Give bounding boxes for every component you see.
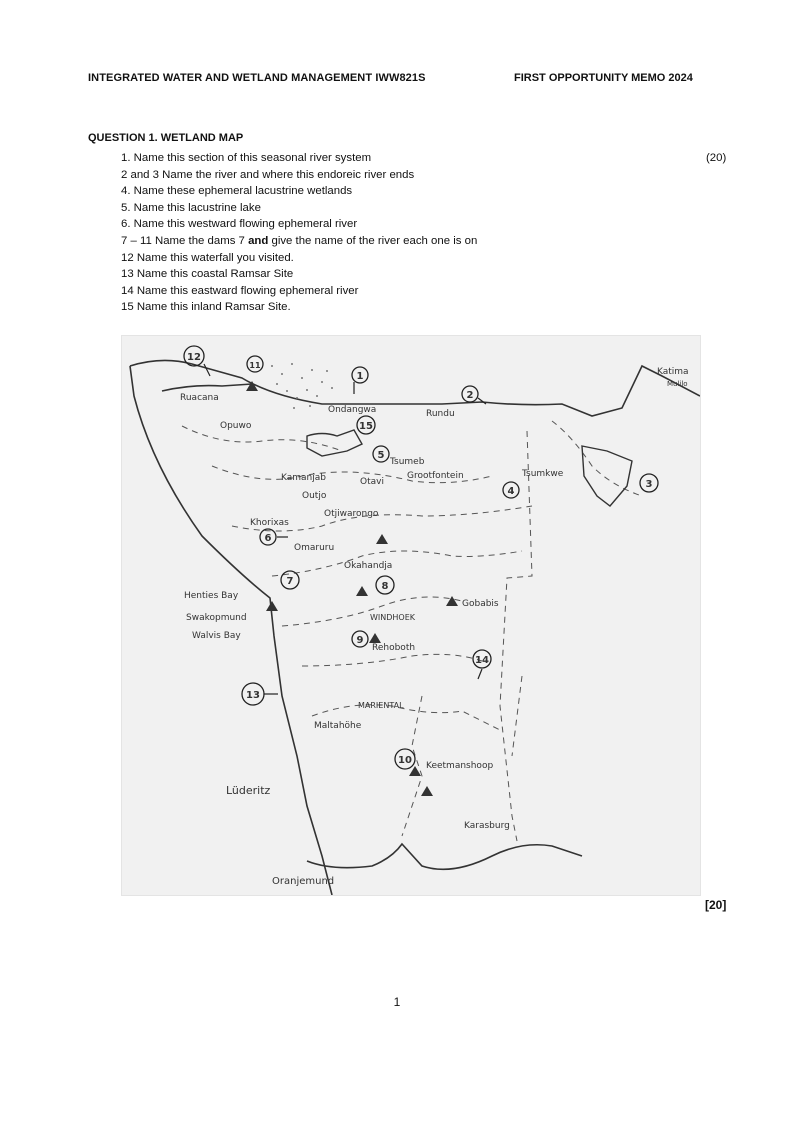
marker-8: 8 bbox=[381, 581, 389, 592]
question-item: 15 Name this inland Ramsar Site. bbox=[121, 301, 291, 314]
marker-6: 6 bbox=[264, 533, 272, 544]
question-item: 2 and 3 Name the river and where this endoreic river ends bbox=[121, 168, 415, 181]
place-label-katima: Katima bbox=[657, 367, 689, 377]
place-label-okahandja: Okahandja bbox=[344, 561, 393, 571]
okavango-delta bbox=[582, 446, 632, 506]
map-boundaries bbox=[130, 360, 700, 895]
place-label-rehoboth: Rehoboth bbox=[372, 643, 416, 653]
question-markers bbox=[184, 346, 658, 769]
question-item: 6. Name this westward flowing ephemeral river bbox=[121, 218, 358, 231]
question-list bbox=[121, 150, 477, 316]
place-label-mulilo: Mulilo bbox=[667, 380, 688, 388]
kunene-river bbox=[162, 384, 252, 391]
dam-triangles bbox=[246, 381, 458, 796]
question-item: 12 Name this waterfall you visited. bbox=[121, 251, 294, 264]
place-label-mariental: MARIENTAL bbox=[358, 701, 404, 710]
place-label-karasburg: Karasburg bbox=[464, 821, 510, 831]
place-label-outjo: Outjo bbox=[302, 491, 327, 501]
question-marks: (20) bbox=[706, 152, 727, 164]
marker-9: 9 bbox=[356, 635, 364, 646]
northern-border bbox=[130, 360, 700, 416]
river-dash bbox=[512, 676, 522, 756]
place-label-swakopmund: Swakopmund bbox=[186, 613, 247, 623]
river-dash bbox=[552, 421, 642, 496]
place-label-oranjemund: Oranjemund bbox=[272, 876, 335, 887]
place-label-rundu: Rundu bbox=[426, 409, 455, 419]
marker-4: 4 bbox=[507, 486, 515, 497]
question-item: 5. Name this lacustrine lake bbox=[121, 201, 261, 214]
question-item-dams-part1: 7 – 11 Name the dams 7 bbox=[121, 234, 249, 247]
place-label-ruacana: Ruacana bbox=[180, 393, 219, 403]
place-label-luderitz: Lüderitz bbox=[226, 784, 271, 797]
marker-15: 15 bbox=[359, 421, 373, 432]
place-label-kamanjab: Kamanjab bbox=[281, 473, 326, 483]
question-item: 13 Name this coastal Ramsar Site bbox=[121, 268, 294, 281]
river-dash bbox=[182, 426, 342, 451]
marker-13: 13 bbox=[246, 690, 260, 701]
place-label-tsumeb: Tsumeb bbox=[390, 457, 425, 467]
question-title: QUESTION 1. WETLAND MAP bbox=[88, 132, 244, 144]
etosha-pan-stipple bbox=[271, 363, 333, 409]
place-label-grootfontein: Grootfontein bbox=[407, 471, 464, 481]
place-label-omaruru: Omaruru bbox=[294, 543, 335, 553]
place-label-otjiwarongo: Otjiwarongo bbox=[324, 509, 379, 519]
question-item: 4. Name these ephemeral lacustrine wetlands bbox=[121, 185, 353, 198]
wetland-map-drawing bbox=[122, 336, 700, 895]
place-label-walvis-bay: Walvis Bay bbox=[192, 631, 241, 641]
wetland-map bbox=[121, 335, 701, 896]
place-labels bbox=[180, 367, 689, 887]
marker-12-arrow bbox=[204, 364, 210, 376]
marker-7: 7 bbox=[286, 576, 294, 587]
question-item-dams bbox=[121, 233, 477, 250]
place-label-khorixas: Khorixas bbox=[250, 518, 289, 528]
marker-12: 12 bbox=[187, 352, 201, 363]
place-label-gobabis: Gobabis bbox=[462, 599, 499, 609]
marker-2: 2 bbox=[466, 390, 474, 401]
place-label-tsumkwe: Tsumkwe bbox=[522, 469, 564, 479]
marker-2-arrow bbox=[478, 398, 486, 404]
place-label-maltahohe: Maltahöhe bbox=[314, 721, 362, 731]
memo-title: FIRST OPPORTUNITY MEMO 2024 bbox=[514, 72, 693, 84]
question-item-dams-part2: give the name of the river each one is on bbox=[268, 234, 478, 247]
question-item: 14 Name this eastward flowing ephemeral river bbox=[121, 284, 359, 297]
marker-14: 14 bbox=[475, 655, 489, 666]
orange-river bbox=[307, 844, 582, 869]
marker-1: 1 bbox=[356, 371, 364, 382]
map-rivers bbox=[182, 421, 642, 841]
river-dash bbox=[302, 654, 482, 666]
marker-3: 3 bbox=[645, 479, 653, 490]
total-marks: [20] bbox=[705, 898, 727, 912]
marker-11: 11 bbox=[249, 361, 261, 370]
question-item-dams-emphasis: and bbox=[248, 234, 269, 247]
page-number: 1 bbox=[393, 995, 401, 1009]
place-label-keetmanshoop: Keetmanshoop bbox=[426, 761, 494, 771]
marker-10: 10 bbox=[398, 755, 412, 766]
place-label-windhoek: WINDHOEK bbox=[370, 613, 416, 622]
river-dash bbox=[272, 551, 522, 576]
question-item: 1. Name this section of this seasonal river system bbox=[121, 152, 372, 164]
place-label-opuwo: Opuwo bbox=[220, 421, 252, 431]
place-label-henties-bay: Henties Bay bbox=[184, 591, 239, 601]
course-title: INTEGRATED WATER AND WETLAND MANAGEMENT IWW821S bbox=[88, 72, 426, 84]
place-label-ondangwa: Ondangwa bbox=[328, 405, 377, 415]
place-label-otavi: Otavi bbox=[360, 477, 384, 487]
dashed-border-east bbox=[500, 431, 532, 841]
marker-14-arrow bbox=[478, 669, 482, 679]
marker-5: 5 bbox=[377, 450, 385, 461]
